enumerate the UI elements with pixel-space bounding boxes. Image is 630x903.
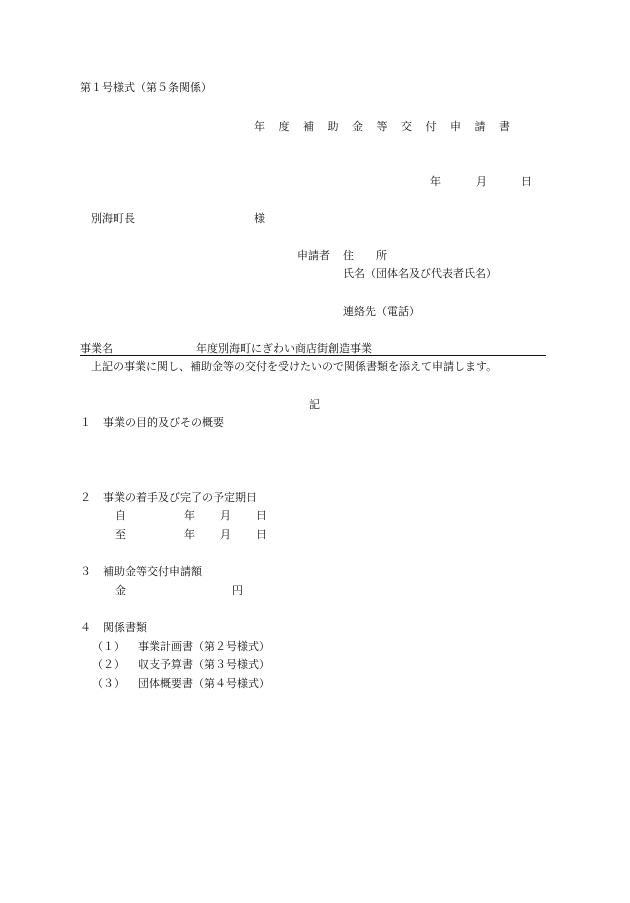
amount-prefix: 金 (115, 584, 126, 597)
project-value: 年度別海町にぎわい商店街創造事業 (196, 342, 372, 355)
list-item-text: 収支予算書（第３号様式） (138, 658, 270, 671)
form-number: 第１号様式（第５条関係） (80, 81, 212, 94)
end-date-label: 至 (115, 528, 126, 541)
list-item-number: （３） (92, 677, 125, 690)
application-statement: 上記の事業に関し、補助金等の交付を受けたいので関係書類を添えて申請します。 (91, 360, 498, 373)
document-title: 年 度 補 助 金 等 交 付 申 請 書 (254, 120, 515, 133)
section-1-title: 事業の目的及びその概要 (103, 416, 224, 429)
section-1-number: １ (80, 416, 91, 429)
section-3-title: 補助金等交付申請額 (103, 565, 202, 578)
start-day: 日 (256, 509, 267, 522)
amount-unit: 円 (232, 584, 243, 597)
project-underline (80, 355, 546, 356)
ki-heading: 記 (309, 398, 320, 411)
section-4-number: ４ (80, 621, 91, 634)
applicant-name-label: 氏名（団体名及び代表者氏名） (343, 267, 497, 280)
list-item-text: 団体概要書（第４号様式） (138, 677, 270, 690)
start-month: 月 (220, 509, 231, 522)
list-item-number: （１） (92, 640, 125, 653)
applicant-role-label: 申請者 (297, 249, 330, 262)
list-item-number: （２） (92, 658, 125, 671)
addressee-honorific: 様 (254, 212, 265, 225)
end-year: 年 (184, 528, 195, 541)
end-month: 月 (220, 528, 231, 541)
section-4-title: 関係書類 (103, 621, 147, 634)
start-year: 年 (184, 509, 195, 522)
start-date-label: 自 (115, 509, 126, 522)
list-item-text: 事業計画書（第２号様式） (138, 640, 270, 653)
section-2-title: 事業の着手及び完了の予定期日 (103, 491, 257, 504)
date-year: 年 (430, 175, 441, 188)
addressee-name: 別海町長 (91, 212, 135, 225)
end-day: 日 (256, 528, 267, 541)
applicant-contact-label: 連絡先（電話） (343, 305, 420, 318)
date-day: 日 (521, 175, 532, 188)
section-2-number: ２ (80, 491, 91, 504)
applicant-address-label: 住 所 (343, 249, 387, 262)
project-label: 事業名 (80, 342, 113, 355)
date-month: 月 (476, 175, 487, 188)
section-3-number: ３ (80, 565, 91, 578)
